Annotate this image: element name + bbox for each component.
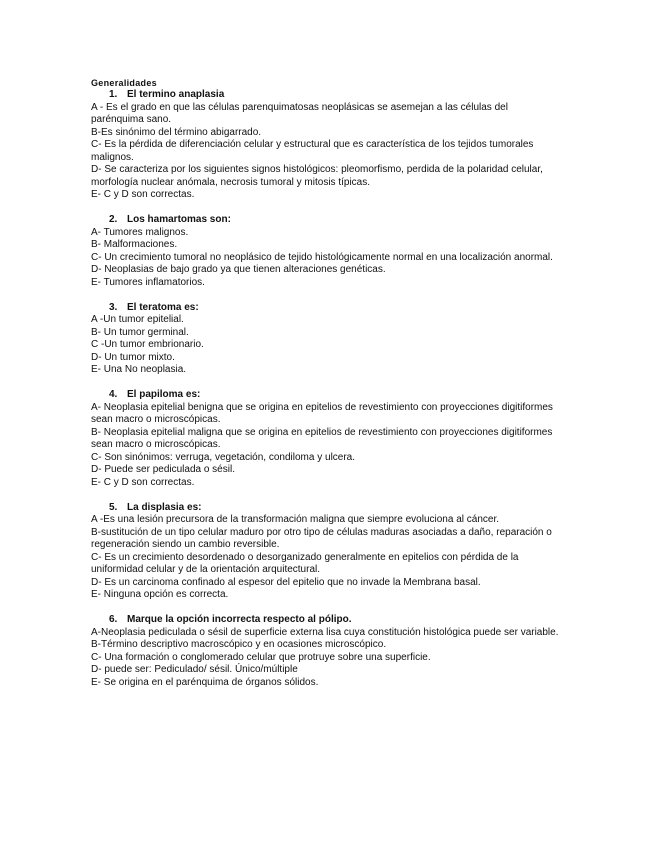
option-b: B- Un tumor germinal. <box>91 326 189 338</box>
question-heading <box>91 614 561 627</box>
question-5 <box>91 502 561 602</box>
option-a: A- Neoplasia epitelial benigna que se origina en epitelios de revestimiento con proyecciones digitiformes sean macro o microscópicas. <box>91 401 553 425</box>
option-b: B- Malformaciones. <box>91 239 178 250</box>
option-e: E- Una No neoplasia. <box>91 364 187 375</box>
option-a: A-Neoplasia pediculada o sésil de superficie externa lisa cuya constitución histológica puede ser variable. <box>91 626 559 638</box>
option-d: D- Un tumor mixto. <box>91 351 175 363</box>
document-page <box>91 77 561 689</box>
option-a: A- Tumores malignos. <box>91 226 189 238</box>
question-number: 4. <box>109 389 118 400</box>
option-e: E- Tumores inflamatorios. <box>91 276 205 288</box>
option-d: D- Neoplasias de bajo grado ya que tienen alteraciones genéticas. <box>91 264 386 275</box>
question-heading <box>91 89 561 102</box>
option-b: B- Neoplasia epitelial maligna que se origina en epitelios de revestimiento con proyecciones digitiformes sean macro o microscópicas. <box>91 426 553 450</box>
option-e: E- C y D son correctas. <box>91 189 195 200</box>
question-title: La displasia es: <box>127 501 202 513</box>
question-title: Marque la opción incorrecta respecto al pólipo. <box>127 614 352 625</box>
option-d: D- puede ser: Pediculado/ sésil. Único/múltiple <box>91 664 298 675</box>
question-4 <box>91 389 561 489</box>
option-b: B-Término descriptivo macroscópico y en ocasiones microscópico. <box>91 639 387 650</box>
option-c: C -Un tumor embrionario. <box>91 339 204 350</box>
option-c: C- Un crecimiento tumoral no neoplásico de tejido histológicamente normal en una localización anormal. <box>91 251 553 263</box>
section-title: Generalidades <box>91 78 157 88</box>
question-heading <box>91 389 561 402</box>
option-e: E- Ninguna opción es correcta. <box>91 589 229 600</box>
question-title: El papiloma es: <box>127 389 201 400</box>
question-number: 3. <box>109 301 118 313</box>
question-heading <box>91 302 561 315</box>
question-number: 1. <box>109 89 118 100</box>
option-d: D- Se caracteriza por los siguientes signos histológicos: pleomorfismo, perdida de la polaridad celular, morfología nuclear anómala, necrosis tumoral y mitosis típicas. <box>91 164 543 188</box>
question-title: El termino anaplasia <box>127 89 225 100</box>
option-c: C- Es la pérdida de diferenciación celular y estructural que es característica de los tejidos tumorales malignos. <box>91 139 534 163</box>
option-e: E- C y D son correctas. <box>91 476 195 488</box>
question-1 <box>91 89 561 202</box>
question-number: 5. <box>109 501 118 513</box>
question-title: Los hamartomas son: <box>127 214 231 225</box>
option-c: C- Es un crecimiento desordenado o desorganizado generalmente en epitelios con pérdida de la uniformidad celular y de la orientación arquitectural. <box>91 551 519 575</box>
question-title: El teratoma es: <box>127 301 199 313</box>
option-e: E- Se origina en el parénquima de órganos sólidos. <box>91 676 319 688</box>
question-heading <box>91 214 561 227</box>
option-c: C- Son sinónimos: verruga, vegetación, condiloma y ulcera. <box>91 451 356 463</box>
question-number: 2. <box>109 214 118 225</box>
option-a: A - Es el grado en que las células parenquimatosas neoplásicas se asemejan a las células del parénquima sano. <box>91 101 508 125</box>
option-a: A -Es una lesión precursora de la transformación maligna que siempre evoluciona al cáncer. <box>91 514 499 525</box>
option-d: D- Es un carcinoma confinado al espesor del epitelio que no invade la Membrana basal. <box>91 576 481 588</box>
question-3 <box>91 302 561 377</box>
question-heading <box>91 502 561 515</box>
option-d: D- Puede ser pediculada o sésil. <box>91 464 235 475</box>
option-b: B-Es sinónimo del término abigarrado. <box>91 126 262 138</box>
option-a: A -Un tumor epitelial. <box>91 314 184 325</box>
question-number: 6. <box>109 614 118 625</box>
question-6 <box>91 614 561 689</box>
question-2 <box>91 214 561 289</box>
option-b: B-sustitución de un tipo celular maduro por otro tipo de células maduras asociadas a daño, reparación o regeneración siendo un cambio reversible. <box>91 526 552 550</box>
option-c: C- Una formación o conglomerado celular que protruye sobre una superficie. <box>91 651 431 663</box>
